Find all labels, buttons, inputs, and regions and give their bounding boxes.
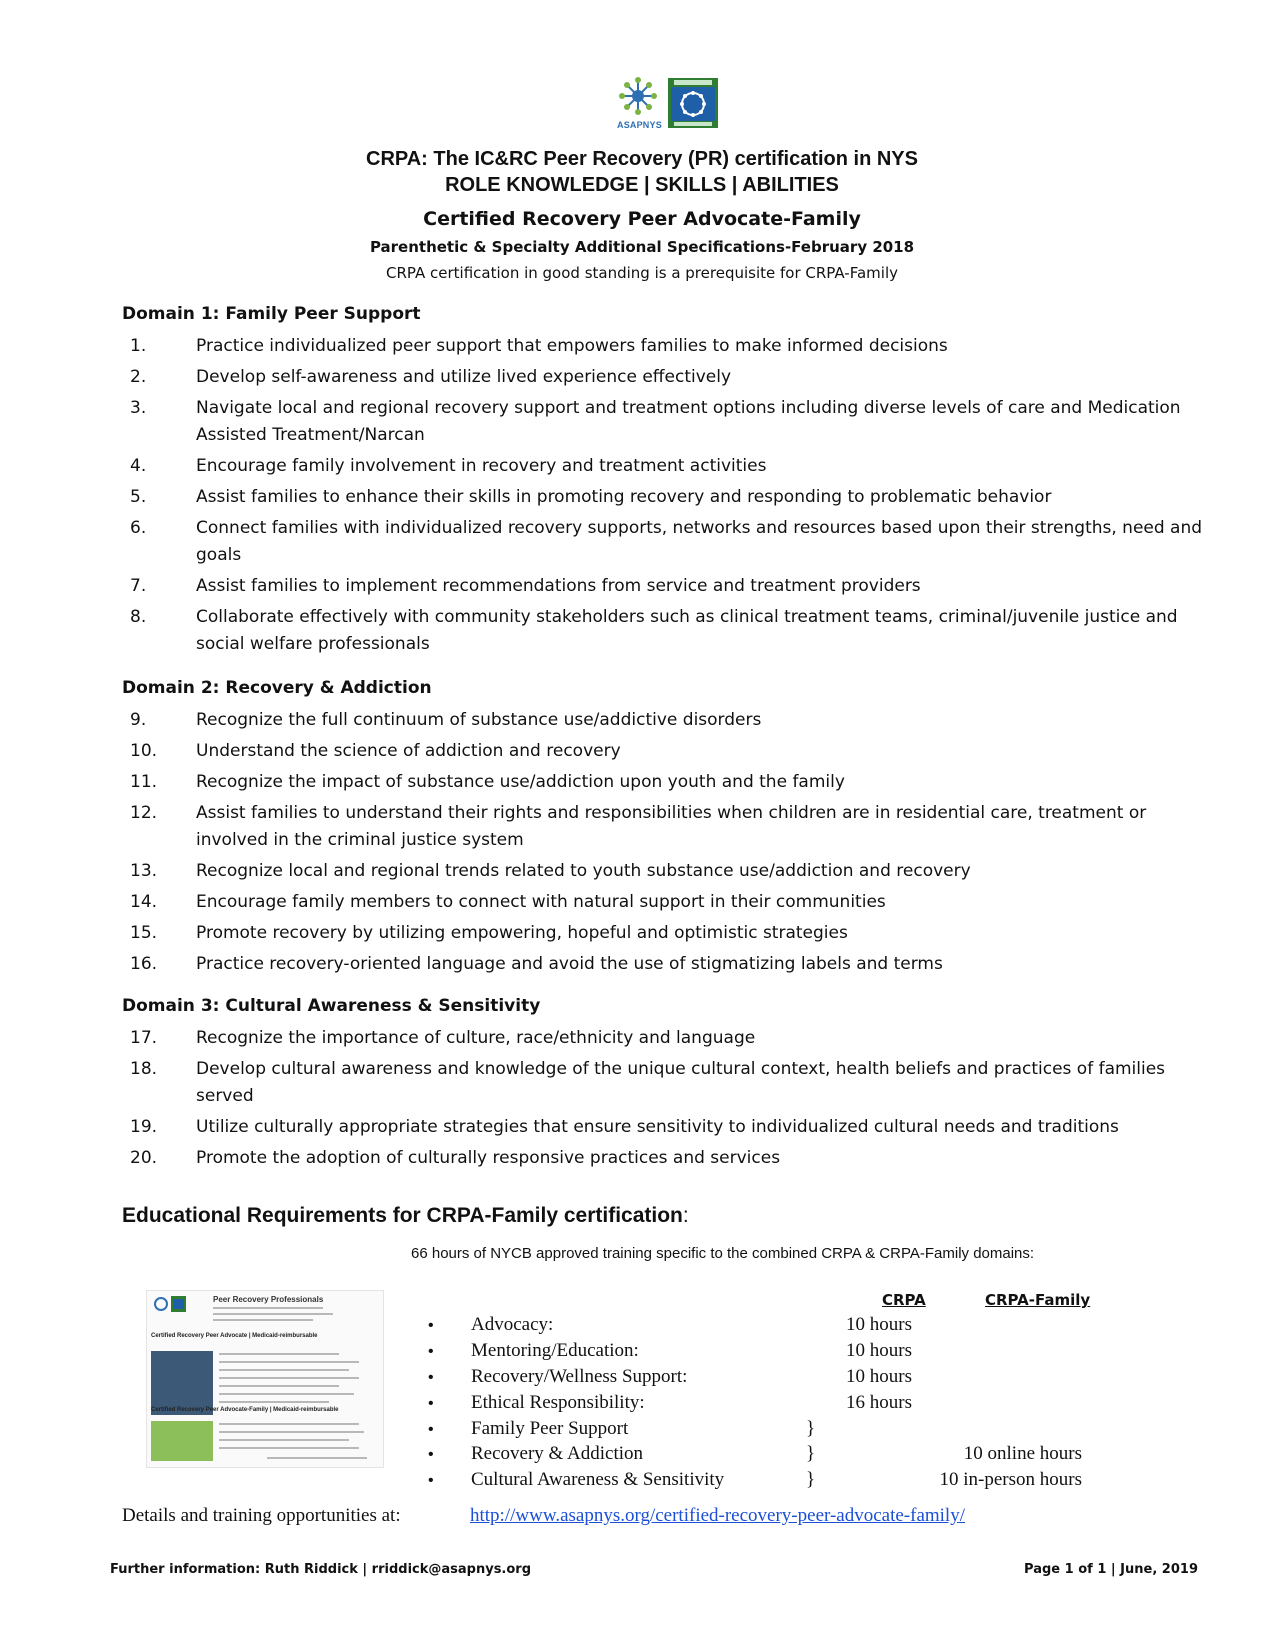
item-number: 3. bbox=[130, 398, 147, 418]
item-number: 13. bbox=[130, 861, 158, 881]
item-number: 2. bbox=[130, 367, 147, 387]
requirement-label: Ethical Responsibility: bbox=[471, 1392, 645, 1413]
column-header-crpa: CRPA bbox=[882, 1291, 926, 1309]
brace: } bbox=[806, 1418, 816, 1439]
crpa-hours: 10 hours bbox=[846, 1366, 912, 1387]
item-text: Promote the adoption of culturally responsive practices and services bbox=[196, 1148, 781, 1168]
item-text: Practice recovery-oriented language and avoid the use of stigmatizing labels and terms bbox=[196, 954, 943, 974]
bullet: • bbox=[428, 1369, 434, 1386]
item-number: 18. bbox=[130, 1059, 158, 1079]
item-number: 10. bbox=[130, 741, 158, 761]
item-text: Assist families to understand their rights and responsibilities when children are in residential care, treatment or involved in the criminal justice system bbox=[196, 803, 1147, 850]
item-text: Promote recovery by utilizing empowering, hopeful and optimistic strategies bbox=[196, 923, 848, 943]
footer-contact: Further information: Ruth Riddick | rriddick@asapnys.org bbox=[110, 1562, 532, 1577]
item-text: Develop self-awareness and utilize lived experience effectively bbox=[196, 367, 732, 387]
item-text: Understand the science of addiction and recovery bbox=[196, 741, 621, 761]
asapnys-logo bbox=[616, 76, 720, 134]
item-text: Recognize the importance of culture, race/ethnicity and language bbox=[196, 1028, 756, 1048]
education-heading-colon: : bbox=[682, 1204, 689, 1227]
item-text: Encourage family members to connect with natural support in their communities bbox=[196, 892, 886, 912]
family-hours: 10 in-person hours bbox=[939, 1469, 1082, 1490]
title-line-2: ROLE KNOWLEDGE | SKILLS | ABILITIES bbox=[445, 174, 839, 196]
flyer-photo bbox=[151, 1351, 213, 1415]
item-number: 5. bbox=[130, 487, 147, 507]
crpa-hours: 16 hours bbox=[846, 1392, 912, 1413]
family-hours: 10 online hours bbox=[963, 1443, 1082, 1464]
certification-board-emblem-icon bbox=[668, 78, 718, 128]
flyer-thumbnail bbox=[146, 1290, 384, 1468]
item-text: Collaborate effectively with community stakeholders such as clinical treatment teams, criminal/juvenile justice and social welfare professionals bbox=[196, 607, 1178, 654]
item-number: 17. bbox=[130, 1028, 158, 1048]
item-number: 9. bbox=[130, 710, 147, 730]
item-text: Practice individualized peer support that empowers families to make informed decisions bbox=[196, 336, 948, 356]
item-text: Develop cultural awareness and knowledge of the unique cultural context, health beliefs and practices of families served bbox=[196, 1059, 1166, 1106]
item-text: Recognize the full continuum of substance use/addictive disorders bbox=[196, 710, 762, 730]
brace: } bbox=[806, 1443, 816, 1464]
flyer-title: Peer Recovery Professionals bbox=[213, 1295, 324, 1304]
item-text: Connect families with individualized recovery supports, networks and resources based upon their strengths, need and goals bbox=[196, 518, 1203, 565]
education-heading-text: Educational Requirements for CRPA-Family certification bbox=[122, 1204, 683, 1227]
item-text: Encourage family involvement in recovery and treatment activities bbox=[196, 456, 767, 476]
item-text: Recognize the impact of substance use/addiction upon youth and the family bbox=[196, 772, 845, 792]
requirement-label: Recovery & Addiction bbox=[471, 1443, 644, 1464]
item-text: Assist families to enhance their skills in promoting recovery and responding to problematic behavior bbox=[196, 487, 1052, 507]
flyer-photo bbox=[151, 1421, 213, 1461]
item-number: 14. bbox=[130, 892, 158, 912]
item-number: 4. bbox=[130, 456, 147, 476]
requirement-label: Mentoring/Education: bbox=[471, 1340, 639, 1361]
requirement-label: Family Peer Support bbox=[471, 1418, 629, 1439]
bullet: • bbox=[428, 1472, 434, 1489]
item-number: 6. bbox=[130, 518, 147, 538]
education-heading bbox=[122, 1204, 689, 1228]
requirement-label: Advocacy: bbox=[471, 1314, 554, 1335]
domain-heading: Domain 1: Family Peer Support bbox=[122, 304, 421, 324]
item-text: Assist families to implement recommendations from service and treatment providers bbox=[196, 576, 921, 596]
bullet: • bbox=[428, 1317, 434, 1334]
requirement-row bbox=[0, 1469, 1284, 1495]
item-number: 15. bbox=[130, 923, 158, 943]
certification-title: Certified Recovery Peer Advocate-Family bbox=[423, 208, 861, 230]
crpa-hours: 10 hours bbox=[846, 1340, 912, 1361]
item-number: 11. bbox=[130, 772, 158, 792]
asapnys-logo-text: ASAPNYS bbox=[617, 120, 662, 130]
item-number: 8. bbox=[130, 607, 147, 627]
item-number: 20. bbox=[130, 1148, 158, 1168]
column-header-crpa-family: CRPA-Family bbox=[985, 1291, 1091, 1309]
details-line bbox=[122, 1505, 965, 1527]
bullet: • bbox=[428, 1446, 434, 1463]
requirement-label: Recovery/Wellness Support: bbox=[471, 1366, 688, 1387]
item-number: 16. bbox=[130, 954, 158, 974]
item-number: 1. bbox=[130, 336, 147, 356]
flyer-logo-icon bbox=[153, 1295, 187, 1313]
item-text: Recognize local and regional trends related to youth substance use/addiction and recovery bbox=[196, 861, 971, 881]
bullet: • bbox=[428, 1421, 434, 1438]
bullet: • bbox=[428, 1395, 434, 1412]
item-number: 19. bbox=[130, 1117, 158, 1137]
domain-heading: Domain 3: Cultural Awareness & Sensitivity bbox=[122, 996, 541, 1016]
brace: } bbox=[806, 1469, 816, 1490]
crpa-hours: 10 hours bbox=[846, 1314, 912, 1335]
prerequisite-note: CRPA certification in good standing is a prerequisite for CRPA-Family bbox=[386, 264, 898, 282]
flyer-heading-1: Certified Recovery Peer Advocate | Medicaid-reimbursable bbox=[151, 1333, 318, 1339]
title-line-1: CRPA: The IC&RC Peer Recovery (PR) certification in NYS bbox=[366, 148, 918, 170]
item-text: Utilize culturally appropriate strategies that ensure sensitivity to individualized cultural needs and traditions bbox=[196, 1117, 1119, 1137]
item-text: Navigate local and regional recovery support and treatment options including diverse levels of care and Medication Assisted Treatment/Narcan bbox=[196, 398, 1181, 445]
requirement-label: Cultural Awareness & Sensitivity bbox=[471, 1469, 725, 1490]
footer-page-info: Page 1 of 1 | June, 2019 bbox=[1024, 1562, 1198, 1577]
flyer-heading-2: Certified Recovery Peer Advocate-Family | Medicaid-reimbursable bbox=[151, 1407, 339, 1413]
education-description: 66 hours of NYCB approved training specific to the combined CRPA & CRPA-Family domains: bbox=[411, 1245, 1035, 1262]
item-number: 7. bbox=[130, 576, 147, 596]
item-number: 12. bbox=[130, 803, 158, 823]
details-link[interactable]: http://www.asapnys.org/certified-recovery-peer-advocate-family/ bbox=[470, 1505, 965, 1526]
details-label: Details and training opportunities at: bbox=[122, 1505, 401, 1526]
bullet: • bbox=[428, 1343, 434, 1360]
specifications-subtitle: Parenthetic & Specialty Additional Specifications-February 2018 bbox=[369, 238, 915, 256]
domain-heading: Domain 2: Recovery & Addiction bbox=[122, 678, 432, 698]
